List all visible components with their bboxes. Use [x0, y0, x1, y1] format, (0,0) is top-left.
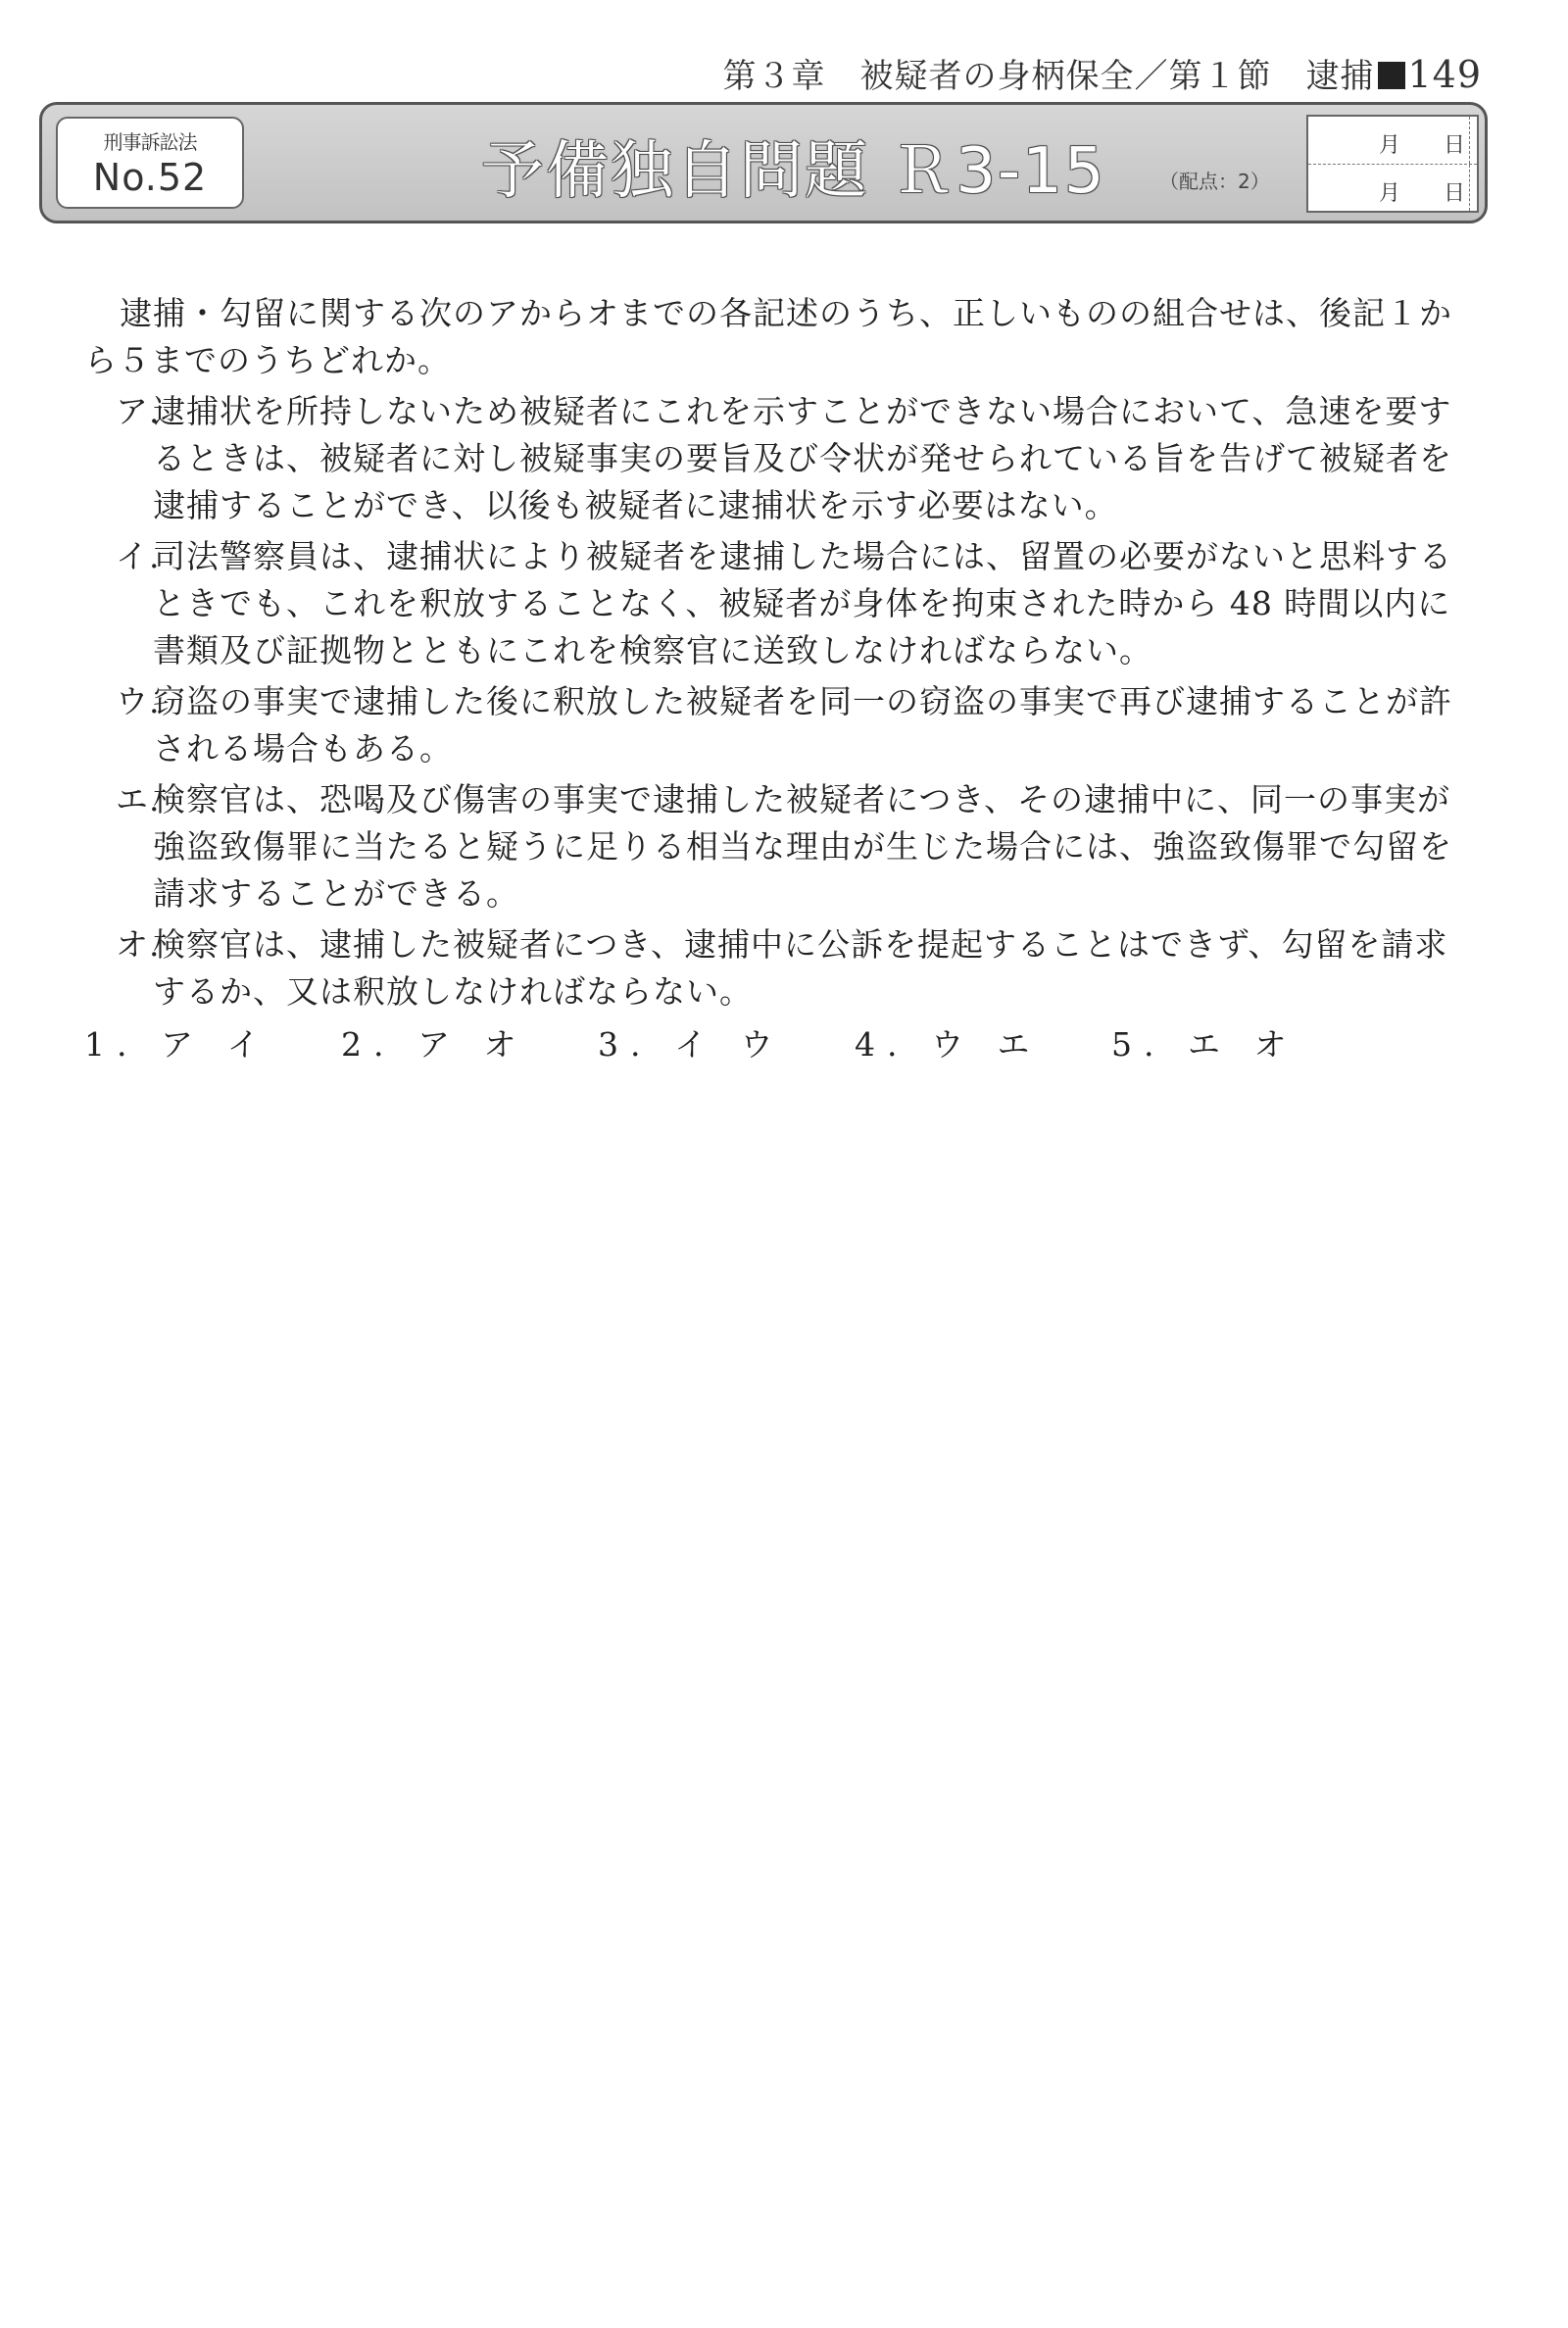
statement-e: [84, 776, 1478, 917]
statement-u: [84, 678, 1478, 772]
page-number: 149: [1407, 53, 1482, 96]
question-title: 予備独自問題 Ｒ3-15: [481, 135, 1106, 208]
date-row: [1308, 117, 1477, 164]
statement-text: 逮捕状を所持しないため被疑者にこれを示すことができない場合において、急速を要するときは、被疑者に対し被疑事実の要旨及び令状が発せられている旨を告げて被疑者を逮捕することができ、以後も被疑者に逮捕状を示す必要はない。: [153, 392, 1452, 524]
answer-choice: 3. イ ウ: [598, 1025, 785, 1064]
answer-choice: 1. ア イ: [84, 1025, 271, 1064]
points-label: （配点：2）: [1159, 170, 1270, 193]
subject-tag: [56, 117, 244, 209]
chapter-title: 第３章 被疑者の身柄保全／第１節 逮捕: [722, 57, 1375, 96]
statement-a: [84, 388, 1478, 529]
answer-choice: 2. ア オ: [341, 1025, 528, 1064]
month-label: 月: [1379, 133, 1401, 158]
question-banner: [39, 102, 1488, 223]
subject-label: 刑事訴訟法: [103, 130, 197, 154]
statement-i: [84, 533, 1478, 674]
day-label: 日: [1444, 133, 1466, 158]
statement-o: [84, 921, 1478, 1015]
statement-label: ウ.: [116, 682, 161, 720]
question-stem: 逮捕・勾留に関する次のアからオまでの各記述のうち、正しいものの組合せは、後記１から５までのうちどれか。: [84, 294, 1452, 379]
statement-label: イ.: [116, 537, 161, 575]
day-label: 日: [1444, 181, 1466, 206]
statement-label: ア.: [116, 392, 161, 430]
square-icon: [1378, 62, 1405, 89]
question-number: No.52: [92, 156, 208, 199]
running-head: [722, 49, 1482, 97]
statement-text: 司法警察員は、逮捕状により被疑者を逮捕した場合には、留置の必要がないと思料するときでも、これを釈放することなく、被疑者が身体を拘束された時から 48 時間以内に書類及び証拠物とともにこれを検察官に送致しなければならない。: [153, 537, 1452, 669]
answer-choices: [84, 1021, 1478, 1068]
statement-label: エ.: [116, 780, 161, 818]
answer-choice: 4. ウ エ: [855, 1025, 1042, 1064]
question-body: [84, 290, 1478, 1068]
statement-text: 窃盗の事実で逮捕した後に釈放した被疑者を同一の窃盗の事実で再び逮捕することが許される場合もある。: [153, 682, 1452, 768]
check-divider: [1469, 165, 1470, 211]
check-divider: [1469, 117, 1470, 164]
statement-text: 検察官は、恐喝及び傷害の事実で逮捕した被疑者につき、その逮捕中に、同一の事実が強盗致傷罪に当たると疑うに足りる相当な理由が生じた場合には、強盗致傷罪で勾留を請求することができる。: [153, 780, 1452, 913]
study-date-box: [1306, 115, 1479, 213]
date-row: [1308, 164, 1477, 211]
answer-choice: 5. エ オ: [1111, 1025, 1298, 1064]
statement-label: オ.: [116, 925, 161, 964]
month-label: 月: [1379, 181, 1401, 206]
statement-text: 検察官は、逮捕した被疑者につき、逮捕中に公訴を提起することはできず、勾留を請求するか、又は釈放しなければならない。: [153, 925, 1448, 1011]
